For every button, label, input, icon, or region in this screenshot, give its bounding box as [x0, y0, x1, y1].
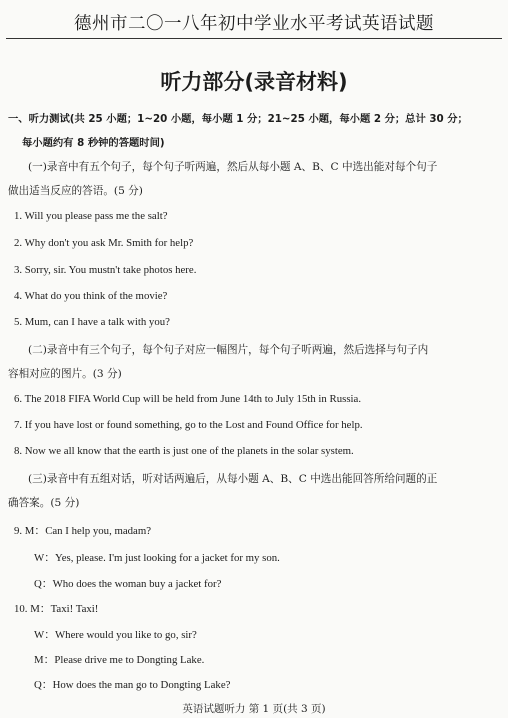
- dialogue-10-line-2: M：Please drive me to Dongting Lake.: [34, 654, 205, 666]
- section-heading-line2: 每小题约有 8 秒钟的答题时间): [22, 137, 165, 149]
- part2-instruction-line2: 容相对应的图片。(3 分): [8, 368, 122, 380]
- part3-instruction-line2: 确答案。(5 分): [8, 497, 80, 509]
- part1-instruction-line1: (一)录音中有五个句子，每个句子听两遍，然后从每小题 A、B、C 中选出能对每个句子: [28, 161, 438, 173]
- question-10: 10. M：Taxi! Taxi!: [14, 603, 99, 615]
- question-8: 8. Now we all know that the earth is just one of the planets in the solar system.: [14, 445, 354, 457]
- page-footer: 英语试题听力 第 1 页(共 3 页): [182, 703, 326, 715]
- question-6: 6. The 2018 FIFA World Cup will be held from June 14th to July 15th in Russia.: [14, 393, 362, 405]
- part1-instruction-line2: 做出适当反应的答语。(5 分): [8, 185, 143, 197]
- main-title: 听力部分(录音材料): [160, 70, 348, 94]
- header-rule: [6, 38, 502, 39]
- section-heading-line1: 一、听力测试(共 25 小题；1~20 小题，每小题 1 分；21~25 小题，每小题 2 分；总计 30 分；: [8, 113, 468, 125]
- dialogue-10-line-3: Q：How does the man go to Dongting Lake?: [34, 679, 231, 691]
- question-2: 2. Why don't you ask Mr. Smith for help?: [14, 237, 194, 249]
- part3-instruction-line1: (三)录音中有五组对话，听对话两遍后，从每小题 A、B、C 中选出能回答所给问题的正: [28, 473, 438, 485]
- dialogue-10-line-1: W：Where would you like to go, sir?: [34, 629, 197, 641]
- dialogue-9-line-1: W：Yes, please. I'm just looking for a jacket for my son.: [34, 552, 280, 564]
- exam-title: 德州市二〇一八年初中学业水平考试英语试题: [74, 14, 434, 34]
- question-5: 5. Mum, can I have a talk with you?: [14, 316, 170, 328]
- question-9: 9. M：Can I help you, madam?: [14, 525, 152, 537]
- part2-instruction-line1: (二)录音中有三个句子，每个句子对应一幅图片，每个句子听两遍，然后选择与句子内: [28, 344, 429, 356]
- question-7: 7. If you have lost or found something, go to the Lost and Found Office for help.: [14, 419, 363, 431]
- dialogue-9-line-2: Q：Who does the woman buy a jacket for?: [34, 578, 222, 590]
- question-1: 1. Will you please pass me the salt?: [14, 210, 168, 222]
- question-3: 3. Sorry, sir. You mustn't take photos here.: [14, 264, 197, 276]
- question-4: 4. What do you think of the movie?: [14, 290, 168, 302]
